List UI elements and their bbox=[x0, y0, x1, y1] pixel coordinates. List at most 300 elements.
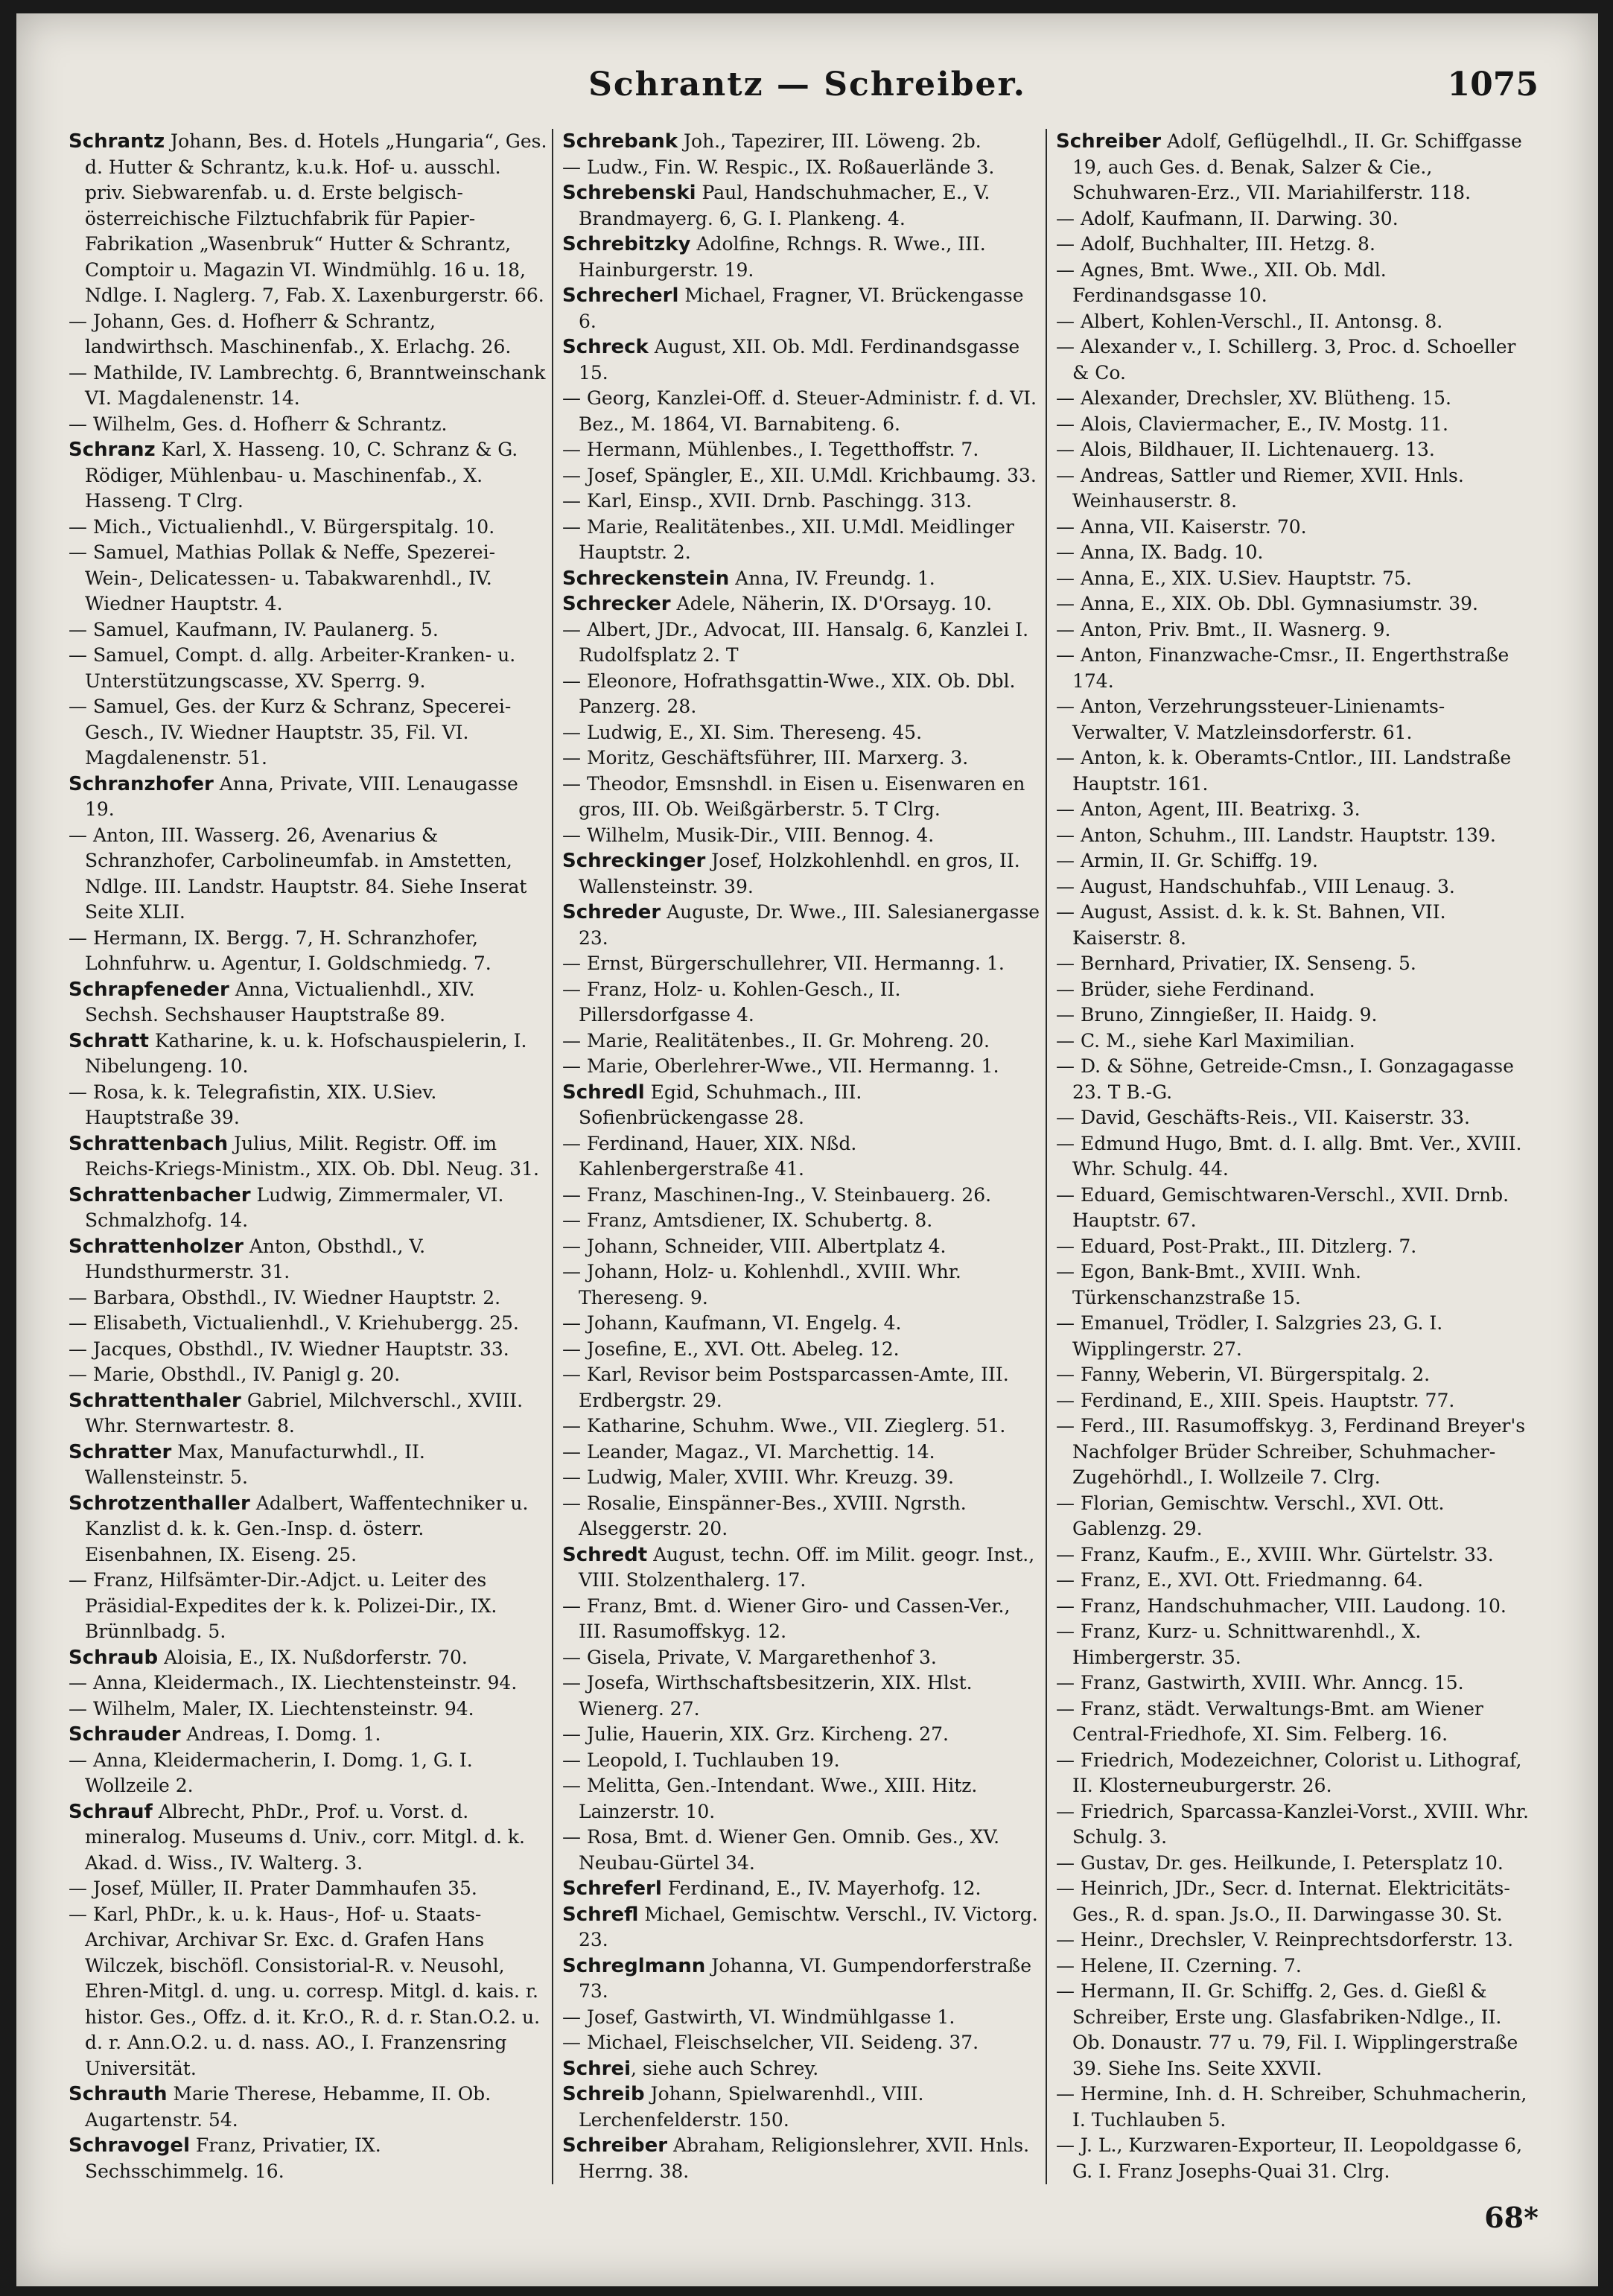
directory-entry bbox=[1056, 797, 1535, 823]
directory-entry bbox=[69, 1748, 547, 1799]
directory-entry bbox=[69, 515, 547, 541]
directory-entry bbox=[562, 283, 1041, 334]
entry-text: — Michael, Fleischselcher, VII. Seideng. 37. bbox=[562, 2032, 979, 2053]
entry-surname: Schreck bbox=[562, 336, 649, 358]
directory-entry bbox=[562, 823, 1041, 849]
directory-entry bbox=[1056, 1259, 1535, 1311]
directory-entry bbox=[69, 1388, 547, 1440]
directory-entry bbox=[1056, 1491, 1535, 1542]
directory-entry bbox=[1056, 1927, 1535, 1953]
directory-entry bbox=[562, 848, 1041, 900]
directory-entry bbox=[1056, 566, 1535, 592]
directory-entry bbox=[562, 437, 1041, 463]
entry-text: — Moritz, Geschäftsführer, III. Marxerg. 3. bbox=[562, 747, 969, 769]
entry-text: — Agnes, Bmt. Wwe., XII. Ob. Mdl. Ferdinandsgasse 10. bbox=[1056, 258, 1387, 306]
directory-entry bbox=[562, 489, 1041, 515]
directory-page bbox=[16, 13, 1598, 2286]
directory-entry bbox=[69, 1491, 547, 1568]
entry-text: — Mathilde, IV. Lambrechtg. 6, Branntweinschank VI. Magdalenenstr. 14. bbox=[69, 361, 546, 409]
entry-text: Johann, Spielwarenhdl., VIII. Lerchenfelderstr. 150. bbox=[579, 2083, 924, 2131]
entry-surname: Schredt bbox=[562, 1543, 648, 1566]
directory-entry bbox=[562, 720, 1041, 746]
entry-text: — Eduard, Gemischtwaren-Verschl., XVII. Drnb. Hauptstr. 67. bbox=[1056, 1183, 1509, 1231]
entry-text: Franz, Privatier, IX. Sechsschimmelg. 16. bbox=[85, 2134, 381, 2182]
directory-entry bbox=[562, 1594, 1041, 1645]
entry-text: — Gisela, Private, V. Margarethenhof 3. bbox=[562, 1646, 937, 1668]
entry-text: — Georg, Kanzlei-Off. d. Steuer-Administr. f. d. VI. Bez., M. 1864, VI. Barnabiteng. 6. bbox=[562, 387, 1037, 435]
directory-entry bbox=[562, 1337, 1041, 1363]
entry-text: — Karl, Einsp., XVII. Drnb. Paschingg. 313. bbox=[562, 490, 973, 512]
directory-entry bbox=[562, 515, 1041, 566]
entry-text: — Florian, Gemischtw. Verschl., XVI. Ott. Gablenzg. 29. bbox=[1056, 1492, 1445, 1539]
directory-entry bbox=[69, 1080, 547, 1131]
entry-text: Aloisia, E., IX. Nußdorferstr. 70. bbox=[158, 1646, 468, 1668]
entry-surname: Schreiber bbox=[1056, 130, 1162, 153]
entry-text: August, XII. Ob. Mdl. Ferdinandsgasse 15. bbox=[579, 336, 1020, 384]
entry-text: — Wilhelm, Ges. d. Hofherr & Schrantz. bbox=[69, 413, 448, 435]
directory-entry bbox=[1056, 1413, 1535, 1491]
entry-text: — Anton, Verzehrungssteuer-Linienamts-Verwalter, V. Matzleinsdorferstr. 61. bbox=[1056, 696, 1445, 743]
directory-entry bbox=[69, 129, 547, 309]
entry-text: — Franz, Kurz- u. Schnittwarenhdl., X. Himbergerstr. 35. bbox=[1056, 1621, 1422, 1668]
directory-entry bbox=[1056, 258, 1535, 309]
entry-text: — Johann, Ges. d. Hofherr & Schrantz, landwirthsch. Maschinenfab., X. Erlachg. 26. bbox=[69, 310, 512, 357]
directory-entry bbox=[562, 1670, 1041, 1722]
directory-entry bbox=[69, 643, 547, 694]
directory-entry bbox=[562, 2056, 1041, 2082]
directory-entry bbox=[1056, 1748, 1535, 1799]
directory-entry bbox=[562, 1876, 1041, 1902]
entry-text: — D. & Söhne, Getreide-Cmsn., I. Gonzagagasse 23. T B.-G. bbox=[1056, 1055, 1514, 1103]
directory-entry bbox=[69, 1670, 547, 1696]
entry-surname: Schreder bbox=[562, 901, 661, 923]
entry-text: — Anton, Finanzwache-Cmsr., II. Engerthstraße 174. bbox=[1056, 644, 1509, 692]
entry-surname: Schrauder bbox=[69, 1723, 181, 1746]
entry-text: Adalbert, Waffentechniker u. Kanzlist d. k. k. Gen.-Insp. d. österr. Eisenbahnen, IX. Eiseng. 25. bbox=[85, 1492, 529, 1565]
entry-text: — Anna, E., XIX. U.Siev. Hauptstr. 75. bbox=[1056, 567, 1412, 589]
entry-text: — J. L., Kurzwaren-Exporteur, II. Leopoldgasse 6, G. I. Franz Josephs-Quai 31. Clrg. bbox=[1056, 2134, 1523, 2182]
directory-entry bbox=[1056, 515, 1535, 541]
entry-text: — Elisabeth, Victualienhdl., V. Kriehubergg. 25. bbox=[69, 1312, 519, 1334]
entry-text: — Franz, Bmt. d. Wiener Giro- und Cassen-Ver., III. Rasumoffskyg. 12. bbox=[562, 1594, 1011, 1642]
entry-text: — Albert, Kohlen-Verschl., II. Antonsg. 8. bbox=[1056, 310, 1443, 332]
entry-surname: Schreckenstein bbox=[562, 567, 730, 590]
directory-entry bbox=[1056, 643, 1535, 694]
directory-entry bbox=[69, 1645, 547, 1671]
directory-entry bbox=[69, 926, 547, 977]
entry-text: Michael, Gemischtw. Verschl., IV. Victorg. 23. bbox=[579, 1903, 1038, 1950]
entry-text: — Brüder, siehe Ferdinand. bbox=[1056, 978, 1315, 1000]
entry-text: Andreas, I. Domg. 1. bbox=[180, 1723, 381, 1745]
directory-entry bbox=[562, 129, 1041, 155]
directory-entry bbox=[1056, 977, 1535, 1003]
directory-entry bbox=[1056, 1851, 1535, 1877]
directory-entry bbox=[562, 1208, 1041, 1234]
entry-text: — Adolf, Kaufmann, II. Darwing. 30. bbox=[1056, 207, 1399, 229]
entry-text: Johann, Bes. d. Hotels „Hungaria“, Ges. d. Hutter & Schrantz, k.u.k. Hof- u. ausschl. priv. Siebwarenfab. u. d. Erste belgisch-österreichische Filztuchfabrik für Papier-Fabrikation „Wasenbruk“ Hutter & Schrantz, Comptoir u. Magazin VI. Windmühlg. 16 u. 18, Ndlge. I. Naglerg. 7, Fab. X. Laxenburgerstr. 66. bbox=[85, 130, 547, 306]
directory-entry bbox=[562, 463, 1041, 489]
entry-text: — Anton, k. k. Oberamts-Cntlor., III. Landstraße Hauptstr. 161. bbox=[1056, 747, 1512, 795]
entry-text: — Franz, Amtsdiener, IX. Schubertg. 8. bbox=[562, 1209, 933, 1231]
entry-text: Gabriel, Milchverschl., XVIII. Whr. Sternwartestr. 8. bbox=[85, 1389, 524, 1437]
directory-entry bbox=[69, 823, 547, 926]
directory-entry bbox=[1056, 874, 1535, 900]
directory-entry bbox=[562, 1491, 1041, 1542]
entry-text: Abraham, Religionslehrer, XVII. Hnls. Herrng. 38. bbox=[579, 2134, 1030, 2182]
entry-text: — Marie, Realitätenbes., XII. U.Mdl. Meidlinger Hauptstr. 2. bbox=[562, 515, 1014, 563]
directory-entry bbox=[1056, 745, 1535, 797]
directory-entry bbox=[69, 2133, 547, 2184]
entry-text: — Friedrich, Modezeichner, Colorist u. Lithograf, II. Klosterneuburgerstr. 26. bbox=[1056, 1749, 1522, 1796]
directory-entry bbox=[1056, 1542, 1535, 1568]
entry-text: Ferdinand, E., IV. Mayerhofg. 12. bbox=[661, 1877, 982, 1899]
entry-text: — Marie, Obsthdl., IV. Panigl g. 20. bbox=[69, 1364, 401, 1385]
entry-text: — Bruno, Zinngießer, II. Haidg. 9. bbox=[1056, 1004, 1378, 1025]
directory-entry bbox=[69, 1568, 547, 1645]
entry-text: — Anna, VII. Kaiserstr. 70. bbox=[1056, 515, 1307, 538]
entry-text: Katharine, k. u. k. Hofschauspielerin, I. Nibelungeng. 10. bbox=[85, 1029, 527, 1077]
directory-entry bbox=[562, 566, 1041, 592]
directory-entry bbox=[1056, 1619, 1535, 1670]
entry-text: — Eduard, Post-Prakt., III. Ditzlerg. 7. bbox=[1056, 1235, 1417, 1257]
entry-text: Marie Therese, Hebamme, II. Ob. Augartenstr. 54. bbox=[85, 2083, 491, 2131]
directory-entry bbox=[1056, 1002, 1535, 1028]
page-number: 1075 bbox=[1447, 66, 1539, 104]
directory-entry bbox=[562, 1722, 1041, 1748]
entry-text: — Rosa, k. k. Telegrafistin, XIX. U.Siev. Hauptstraße 39. bbox=[69, 1081, 437, 1128]
entry-surname: Schrattenthaler bbox=[69, 1389, 241, 1412]
entry-text: — Franz, Maschinen-Ing., V. Steinbauerg. 26. bbox=[562, 1183, 992, 1206]
directory-entry bbox=[562, 617, 1041, 669]
entry-text: — Samuel, Ges. der Kurz & Schranz, Specerei-Gesch., IV. Wiedner Hauptstr. 35, Fil. VI. Magdalenenstr. 51. bbox=[69, 696, 512, 769]
directory-entry bbox=[562, 669, 1041, 720]
directory-entry bbox=[562, 2082, 1041, 2133]
entry-text: — Friedrich, Sparcassa-Kanzlei-Vorst., XVIII. Whr. Schulg. 3. bbox=[1056, 1800, 1529, 1848]
directory-entry bbox=[1056, 694, 1535, 745]
entry-text: — Helene, II. Czerning. 7. bbox=[1056, 1954, 1302, 1977]
directory-entry bbox=[69, 1799, 547, 1877]
directory-entry bbox=[562, 745, 1041, 772]
directory-entry bbox=[562, 951, 1041, 977]
directory-entry bbox=[562, 1131, 1041, 1183]
entry-surname: Schrantz bbox=[69, 130, 165, 153]
entry-surname: Schrecherl bbox=[562, 284, 679, 307]
directory-entry bbox=[1056, 334, 1535, 386]
directory-entry bbox=[69, 2082, 547, 2133]
directory-entry bbox=[1056, 1696, 1535, 1748]
running-title: Schrantz — Schreiber. bbox=[588, 66, 1026, 104]
directory-entry bbox=[562, 1234, 1041, 1260]
entry-surname: Schrebenski bbox=[562, 182, 696, 204]
entry-text: — C. M., siehe Karl Maximilian. bbox=[1056, 1029, 1355, 1052]
entry-text: — Alois, Claviermacher, E., IV. Mostg. 11. bbox=[1056, 413, 1448, 435]
directory-entry bbox=[562, 1645, 1041, 1671]
entry-surname: Schrebitzky bbox=[562, 233, 691, 255]
directory-entry bbox=[562, 1773, 1041, 1825]
entry-text: Anna, Victualienhdl., XIV. Sechsh. Sechshauser Hauptstraße 89. bbox=[85, 978, 475, 1025]
directory-entry bbox=[69, 1028, 547, 1080]
entry-text: — Johann, Kaufmann, VI. Engelg. 4. bbox=[562, 1312, 902, 1334]
entry-text: — Bernhard, Privatier, IX. Senseng. 5. bbox=[1056, 953, 1416, 974]
entry-text: — Karl, Revisor beim Postsparcassen-Amte, III. Erdbergstr. 29. bbox=[562, 1364, 1009, 1411]
entry-surname: Schranz bbox=[69, 439, 156, 461]
column-right bbox=[1056, 129, 1539, 2184]
directory-entry bbox=[69, 1440, 547, 1491]
entry-text: — Johann, Schneider, VIII. Albertplatz 4. bbox=[562, 1235, 947, 1257]
entry-text: Johanna, VI. Gumpendorferstraße 73. bbox=[579, 1954, 1032, 2002]
directory-entry bbox=[69, 772, 547, 823]
entry-text: Anton, Obsthdl., V. Hundsthurmerstr. 31. bbox=[85, 1235, 426, 1282]
entry-text: Julius, Milit. Registr. Off. im Reichs-Kriegs-Ministm., XIX. Ob. Dbl. Neug. 31. bbox=[85, 1132, 539, 1180]
directory-entry bbox=[69, 1876, 547, 1902]
directory-entry bbox=[1056, 823, 1535, 849]
directory-entry bbox=[562, 1413, 1041, 1440]
directory-entry bbox=[1056, 1131, 1535, 1183]
directory-entry bbox=[562, 1080, 1041, 1131]
entry-text: — Ferdinand, E., XIII. Speis. Hauptstr. 77. bbox=[1056, 1389, 1455, 1411]
directory-entry bbox=[562, 2133, 1041, 2184]
entry-text: — Ludwig, Maler, XVIII. Whr. Kreuzg. 39. bbox=[562, 1466, 954, 1488]
directory-entry bbox=[1056, 540, 1535, 566]
entry-text: Adele, Näherin, IX. D'Orsayg. 10. bbox=[670, 593, 993, 614]
directory-entry bbox=[1056, 1568, 1535, 1594]
entry-text: — Heinrich, JDr., Secr. d. Internat. Elektricitäts-Ges., R. d. span. Js.O., II. Darwingasse 30. St. bbox=[1056, 1877, 1510, 1925]
directory-entry bbox=[1056, 463, 1535, 515]
entry-text: — Albert, JDr., Advocat, III. Hansalg. 6, Kanzlei I. Rudolfsplatz 2. T bbox=[562, 618, 1029, 666]
entry-text: — Mich., Victualienhdl., V. Bürgerspitalg. 10. bbox=[69, 515, 495, 538]
entry-text: , siehe auch Schrey. bbox=[631, 2057, 819, 2079]
entry-surname: Schrattenbacher bbox=[69, 1183, 251, 1206]
entry-text: Auguste, Dr. Wwe., III. Salesianergasse 23. bbox=[579, 901, 1040, 949]
directory-entry bbox=[562, 155, 1041, 181]
directory-entry bbox=[562, 772, 1041, 823]
directory-entry bbox=[1056, 386, 1535, 412]
entry-surname: Schrauf bbox=[69, 1800, 153, 1823]
entry-text: — Josef, Müller, II. Prater Dammhaufen 35. bbox=[69, 1877, 477, 1899]
entry-text: — Barbara, Obsthdl., IV. Wiedner Hauptstr. 2. bbox=[69, 1286, 501, 1308]
entry-text: — Hermann, IX. Bergg. 7, H. Schranzhofer, Lohnfuhrw. u. Agentur, I. Goldschmiedg. 7. bbox=[69, 926, 491, 974]
entry-text: — Franz, Kaufm., E., XVIII. Whr. Gürtelstr. 33. bbox=[1056, 1543, 1494, 1565]
entry-surname: Schratt bbox=[69, 1029, 149, 1052]
entry-text: — Armin, II. Gr. Schiffg. 19. bbox=[1056, 850, 1319, 871]
directory-entry bbox=[69, 412, 547, 438]
directory-entry bbox=[562, 1440, 1041, 1466]
entry-surname: Schreiber bbox=[562, 2134, 668, 2157]
entry-text: — Anton, Priv. Bmt., II. Wasnerg. 9. bbox=[1056, 618, 1391, 640]
directory-entry bbox=[562, 1465, 1041, 1491]
entry-text: — Samuel, Compt. d. allg. Arbeiter-Kranken- u. Unterstützungscasse, XV. Sperrg. 9. bbox=[69, 644, 516, 692]
entry-text: — Franz, städt. Verwaltungs-Bmt. am Wiener Central-Friedhofe, XI. Sim. Felberg. 16. bbox=[1056, 1697, 1483, 1745]
entry-text: — Karl, PhDr., k. u. k. Haus-, Hof- u. Staats-Archivar, Archivar Sr. Exc. d. Grafen Hans Wilczek, bischöfl. Consistorial-R. v. Neusohl, Ehren-Mitgl. d. ung. u. corresp. Mitgl. d. kais. r. histor. Ges., Offz. d. it. Kr.O., R. d. r. Stan.O.2. u. d. r. Ann.O.2. u. d. nass. AO., I. Franzensring Universität. bbox=[69, 1903, 541, 2079]
directory-entry bbox=[1056, 2133, 1535, 2184]
directory-entry bbox=[562, 900, 1041, 951]
entry-text: Michael, Fragner, VI. Brückengasse 6. bbox=[579, 284, 1024, 332]
entry-text: — August, Assist. d. k. k. St. Bahnen, VII. Kaiserstr. 8. bbox=[1056, 901, 1446, 949]
entry-text: — August, Handschuhfab., VIII Lenaug. 3. bbox=[1056, 875, 1455, 897]
directory-entry bbox=[1056, 1388, 1535, 1414]
entry-surname: Schrebank bbox=[562, 130, 678, 153]
entry-surname: Schrei bbox=[562, 2057, 631, 2080]
directory-entry bbox=[69, 1311, 547, 1337]
directory-entry bbox=[69, 540, 547, 617]
entry-text: — Ludw., Fin. W. Respic., IX. Roßauerlände 3. bbox=[562, 156, 995, 178]
column-middle bbox=[562, 129, 1047, 2184]
directory-entry bbox=[1056, 1183, 1535, 1234]
directory-entry bbox=[69, 977, 547, 1028]
entry-text: — Johann, Holz- u. Kohlenhdl., XVIII. Whr. Thereseng. 9. bbox=[562, 1261, 961, 1308]
entry-text: — Julie, Hauerin, XIX. Grz. Kircheng. 27. bbox=[562, 1723, 949, 1745]
entry-surname: Schrauth bbox=[69, 2083, 168, 2105]
directory-entry bbox=[69, 309, 547, 360]
directory-entry bbox=[1056, 412, 1535, 438]
directory-entry bbox=[69, 360, 547, 412]
entry-text: Josef, Holzkohlenhdl. en gros, II. Wallensteinstr. 39. bbox=[579, 850, 1020, 897]
entry-text: — Josef, Spängler, E., XII. U.Mdl. Krichbaumg. 33. bbox=[562, 464, 1037, 486]
directory-entry bbox=[1056, 1054, 1535, 1105]
entry-text: — Theodor, Emsnshdl. in Eisen u. Eisenwaren en gros, III. Ob. Weißgärberstr. 5. T Clrg. bbox=[562, 772, 1025, 820]
directory-entry bbox=[69, 1234, 547, 1285]
directory-entry bbox=[562, 232, 1041, 283]
entry-surname: Schreckinger bbox=[562, 850, 706, 872]
directory-entry bbox=[562, 591, 1041, 617]
entry-text: — Franz, E., XVI. Ott. Friedmanng. 64. bbox=[1056, 1569, 1424, 1591]
directory-entry bbox=[562, 1362, 1041, 1413]
entry-text: Albrecht, PhDr., Prof. u. Vorst. d. mineralog. Museums d. Univ., corr. Mitgl. d. k. Akad. d. Wiss., IV. Walterg. 3. bbox=[85, 1800, 525, 1874]
entry-text: — Hermann, II. Gr. Schiffg. 2, Ges. d. Gießl & Schreiber, Erste ung. Glasfabriken-Ndlge., II. Ob. Donaustr. 77 u. 79, Fil. I. Wipplingerstraße 39. Siehe Ins. Seite XXVII. bbox=[1056, 1980, 1518, 2079]
directory-entry bbox=[1056, 2082, 1535, 2133]
directory-entry bbox=[1056, 900, 1535, 951]
entry-surname: Schreib bbox=[562, 2083, 645, 2105]
entry-text: — Marie, Realitätenbes., II. Gr. Mohreng. 20. bbox=[562, 1029, 990, 1052]
entry-surname: Schravogel bbox=[69, 2134, 190, 2157]
entry-text: — Josef, Gastwirth, VI. Windmühlgasse 1. bbox=[562, 2006, 955, 2028]
entry-text: — Anton, III. Wasserg. 26, Avenarius & Schranzhofer, Carbolineumfab. in Amstetten, Ndlge. III. Landstr. Hauptstr. 84. Siehe Inserat Seite XLII. bbox=[69, 824, 527, 923]
entry-text: — Hermann, Mühlenbes., I. Tegetthoffstr. 7. bbox=[562, 439, 979, 460]
directory-entry bbox=[562, 2005, 1041, 2031]
directory-entry bbox=[562, 334, 1041, 386]
column-left bbox=[69, 129, 553, 2184]
directory-entry bbox=[562, 1902, 1041, 1953]
directory-entry bbox=[562, 386, 1041, 437]
entry-text: — Emanuel, Trödler, I. Salzgries 23, G. I. Wipplingerstr. 27. bbox=[1056, 1312, 1443, 1360]
entry-text: — Hermine, Inh. d. H. Schreiber, Schuhmacherin, I. Tuchlauben 5. bbox=[1056, 2083, 1527, 2131]
entry-text: — Rosa, Bmt. d. Wiener Gen. Omnib. Ges., XV. Neubau-Gürtel 34. bbox=[562, 1826, 1000, 1874]
entry-surname: Schranzhofer bbox=[69, 772, 214, 795]
entry-surname: Schrattenbach bbox=[69, 1132, 229, 1155]
directory-entry bbox=[69, 1902, 547, 2082]
directory-entry bbox=[562, 1825, 1041, 1876]
entry-surname: Schrotzenthaller bbox=[69, 1492, 250, 1515]
entry-surname: Schrapfeneder bbox=[69, 978, 229, 1001]
entry-text: — Rosalie, Einspänner-Bes., XVIII. Ngrsth. Alseggerstr. 20. bbox=[562, 1492, 967, 1539]
directory-entry bbox=[562, 1748, 1041, 1774]
entry-text: — Franz, Hilfsämter-Dir.-Adjct. u. Leiter des Präsidial-Expedites der k. k. Polizei-Dir., IX. Brünnlbadg. 5. bbox=[69, 1569, 497, 1642]
entry-text: — Leopold, I. Tuchlauben 19. bbox=[562, 1749, 840, 1771]
entry-text: — Alexander, Drechsler, XV. Blütheng. 15. bbox=[1056, 387, 1451, 409]
directory-entry bbox=[562, 1054, 1041, 1080]
signature-mark: 68* bbox=[1484, 2201, 1539, 2234]
entry-text: Ludwig, Zimmermaler, VI. Schmalzhofg. 14. bbox=[85, 1183, 504, 1231]
directory-entry bbox=[562, 977, 1041, 1028]
directory-entry bbox=[1056, 1311, 1535, 1362]
entry-text: — Alexander v., I. Schillerg. 3, Proc. d. Schoeller & Co. bbox=[1056, 336, 1516, 384]
entry-surname: Schrefl bbox=[562, 1903, 639, 1926]
entry-text: — Samuel, Mathias Pollak & Neffe, Spezerei-Wein-, Delicatessen- u. Tabakwarenhdl., IV. Wiedner Hauptstr. 4. bbox=[69, 541, 496, 614]
entry-text: — Anna, E., XIX. Ob. Dbl. Gymnasiumstr. 39. bbox=[1056, 593, 1478, 614]
directory-entry bbox=[1056, 951, 1535, 977]
directory-entry bbox=[1056, 1876, 1535, 1927]
directory-entry bbox=[562, 1259, 1041, 1311]
directory-entry bbox=[69, 1131, 547, 1183]
directory-entry bbox=[69, 1337, 547, 1363]
entry-text: Anna, Private, VIII. Lenaugasse 19. bbox=[85, 772, 518, 820]
entry-text: — Anton, Schuhm., III. Landstr. Hauptstr. 139. bbox=[1056, 824, 1496, 846]
entry-text: — Ferdinand, Hauer, XIX. Nßd. Kahlenbergerstraße 41. bbox=[562, 1132, 857, 1180]
directory-entry bbox=[562, 1183, 1041, 1209]
entry-text: — Jacques, Obsthdl., IV. Wiedner Hauptstr. 33. bbox=[69, 1338, 509, 1360]
entry-text: Karl, X. Hasseng. 10, C. Schranz & G. Rödiger, Mühlenbau- u. Maschinenfab., X. Hasseng. T Clrg. bbox=[85, 439, 518, 512]
directory-entry bbox=[562, 180, 1041, 232]
entry-text: Paul, Handschuhmacher, E., V. Brandmayerg. 6, G. I. Plankeng. 4. bbox=[579, 182, 990, 229]
entry-text: — Ludwig, E., XI. Sim. Thereseng. 45. bbox=[562, 721, 923, 743]
entry-surname: Schredl bbox=[562, 1081, 645, 1104]
entry-surname: Schrecker bbox=[562, 593, 671, 615]
directory-entry bbox=[1056, 206, 1535, 232]
entry-text: — Wilhelm, Maler, IX. Liechtensteinstr. 94. bbox=[69, 1697, 474, 1720]
directory-entry bbox=[1056, 1670, 1535, 1696]
entry-text: Adolfine, Rchngs. R. Wwe., III. Hainburgerstr. 19. bbox=[579, 233, 986, 281]
entry-text: — Josefa, Wirthschaftsbesitzerin, XIX. Hlst. Wienerg. 27. bbox=[562, 1672, 973, 1720]
directory-entry bbox=[69, 1696, 547, 1723]
entry-surname: Schreferl bbox=[562, 1877, 662, 1900]
entry-text: — Franz, Handschuhmacher, VIII. Laudong. 10. bbox=[1056, 1594, 1507, 1617]
directory-entry bbox=[562, 1311, 1041, 1337]
entry-text: — Samuel, Kaufmann, IV. Paulanerg. 5. bbox=[69, 618, 439, 640]
entry-text: — Edmund Hugo, Bmt. d. I. allg. Bmt. Ver., XVIII. Whr. Schulg. 44. bbox=[1056, 1132, 1522, 1180]
entry-text: — Anna, Kleidermacherin, I. Domg. 1, G. I. Wollzeile 2. bbox=[69, 1749, 473, 1796]
entry-text: — Anton, Agent, III. Beatrixg. 3. bbox=[1056, 798, 1361, 820]
directory-entry bbox=[562, 1953, 1041, 2005]
entry-text: — Leander, Magaz., VI. Marchettig. 14. bbox=[562, 1440, 935, 1463]
entry-text: Joh., Tapezirer, III. Löweng. 2b. bbox=[678, 130, 982, 152]
entry-text: — Wilhelm, Musik-Dir., VIII. Bennog. 4. bbox=[562, 824, 935, 846]
entry-text: — Franz, Gastwirth, XVIII. Whr. Anncg. 15. bbox=[1056, 1672, 1464, 1694]
directory-columns bbox=[69, 129, 1539, 2184]
directory-entry bbox=[1056, 1799, 1535, 1851]
entry-text: August, techn. Off. im Milit. geogr. Inst., VIII. Stolzenthalerg. 17. bbox=[579, 1543, 1035, 1591]
directory-entry bbox=[69, 617, 547, 643]
entry-text: — Anna, IX. Badg. 10. bbox=[1056, 541, 1264, 563]
entry-surname: Schrattenholzer bbox=[69, 1235, 244, 1258]
entry-text: — Gustav, Dr. ges. Heilkunde, I. Petersplatz 10. bbox=[1056, 1851, 1504, 1874]
directory-entry bbox=[1056, 437, 1535, 463]
directory-entry bbox=[69, 694, 547, 772]
entry-text: — Ernst, Bürgerschullehrer, VII. Hermanng. 1. bbox=[562, 953, 1005, 974]
entry-text: — Franz, Holz- u. Kohlen-Gesch., II. Pillersdorfgasse 4. bbox=[562, 978, 901, 1025]
directory-entry bbox=[1056, 1105, 1535, 1131]
directory-entry bbox=[1056, 848, 1535, 874]
entry-surname: Schraub bbox=[69, 1646, 159, 1669]
entry-surname: Schreglmann bbox=[562, 1954, 706, 1977]
directory-entry bbox=[562, 1028, 1041, 1055]
directory-entry bbox=[69, 1722, 547, 1748]
directory-entry bbox=[1056, 1979, 1535, 2082]
directory-entry bbox=[1056, 1362, 1535, 1388]
entry-text: — Anna, Kleidermach., IX. Liechtensteinstr. 94. bbox=[69, 1672, 518, 1694]
directory-entry bbox=[1056, 1234, 1535, 1260]
directory-entry bbox=[1056, 232, 1535, 258]
entry-text: Max, Manufacturwhdl., II. Wallensteinstr. 5. bbox=[85, 1440, 425, 1488]
